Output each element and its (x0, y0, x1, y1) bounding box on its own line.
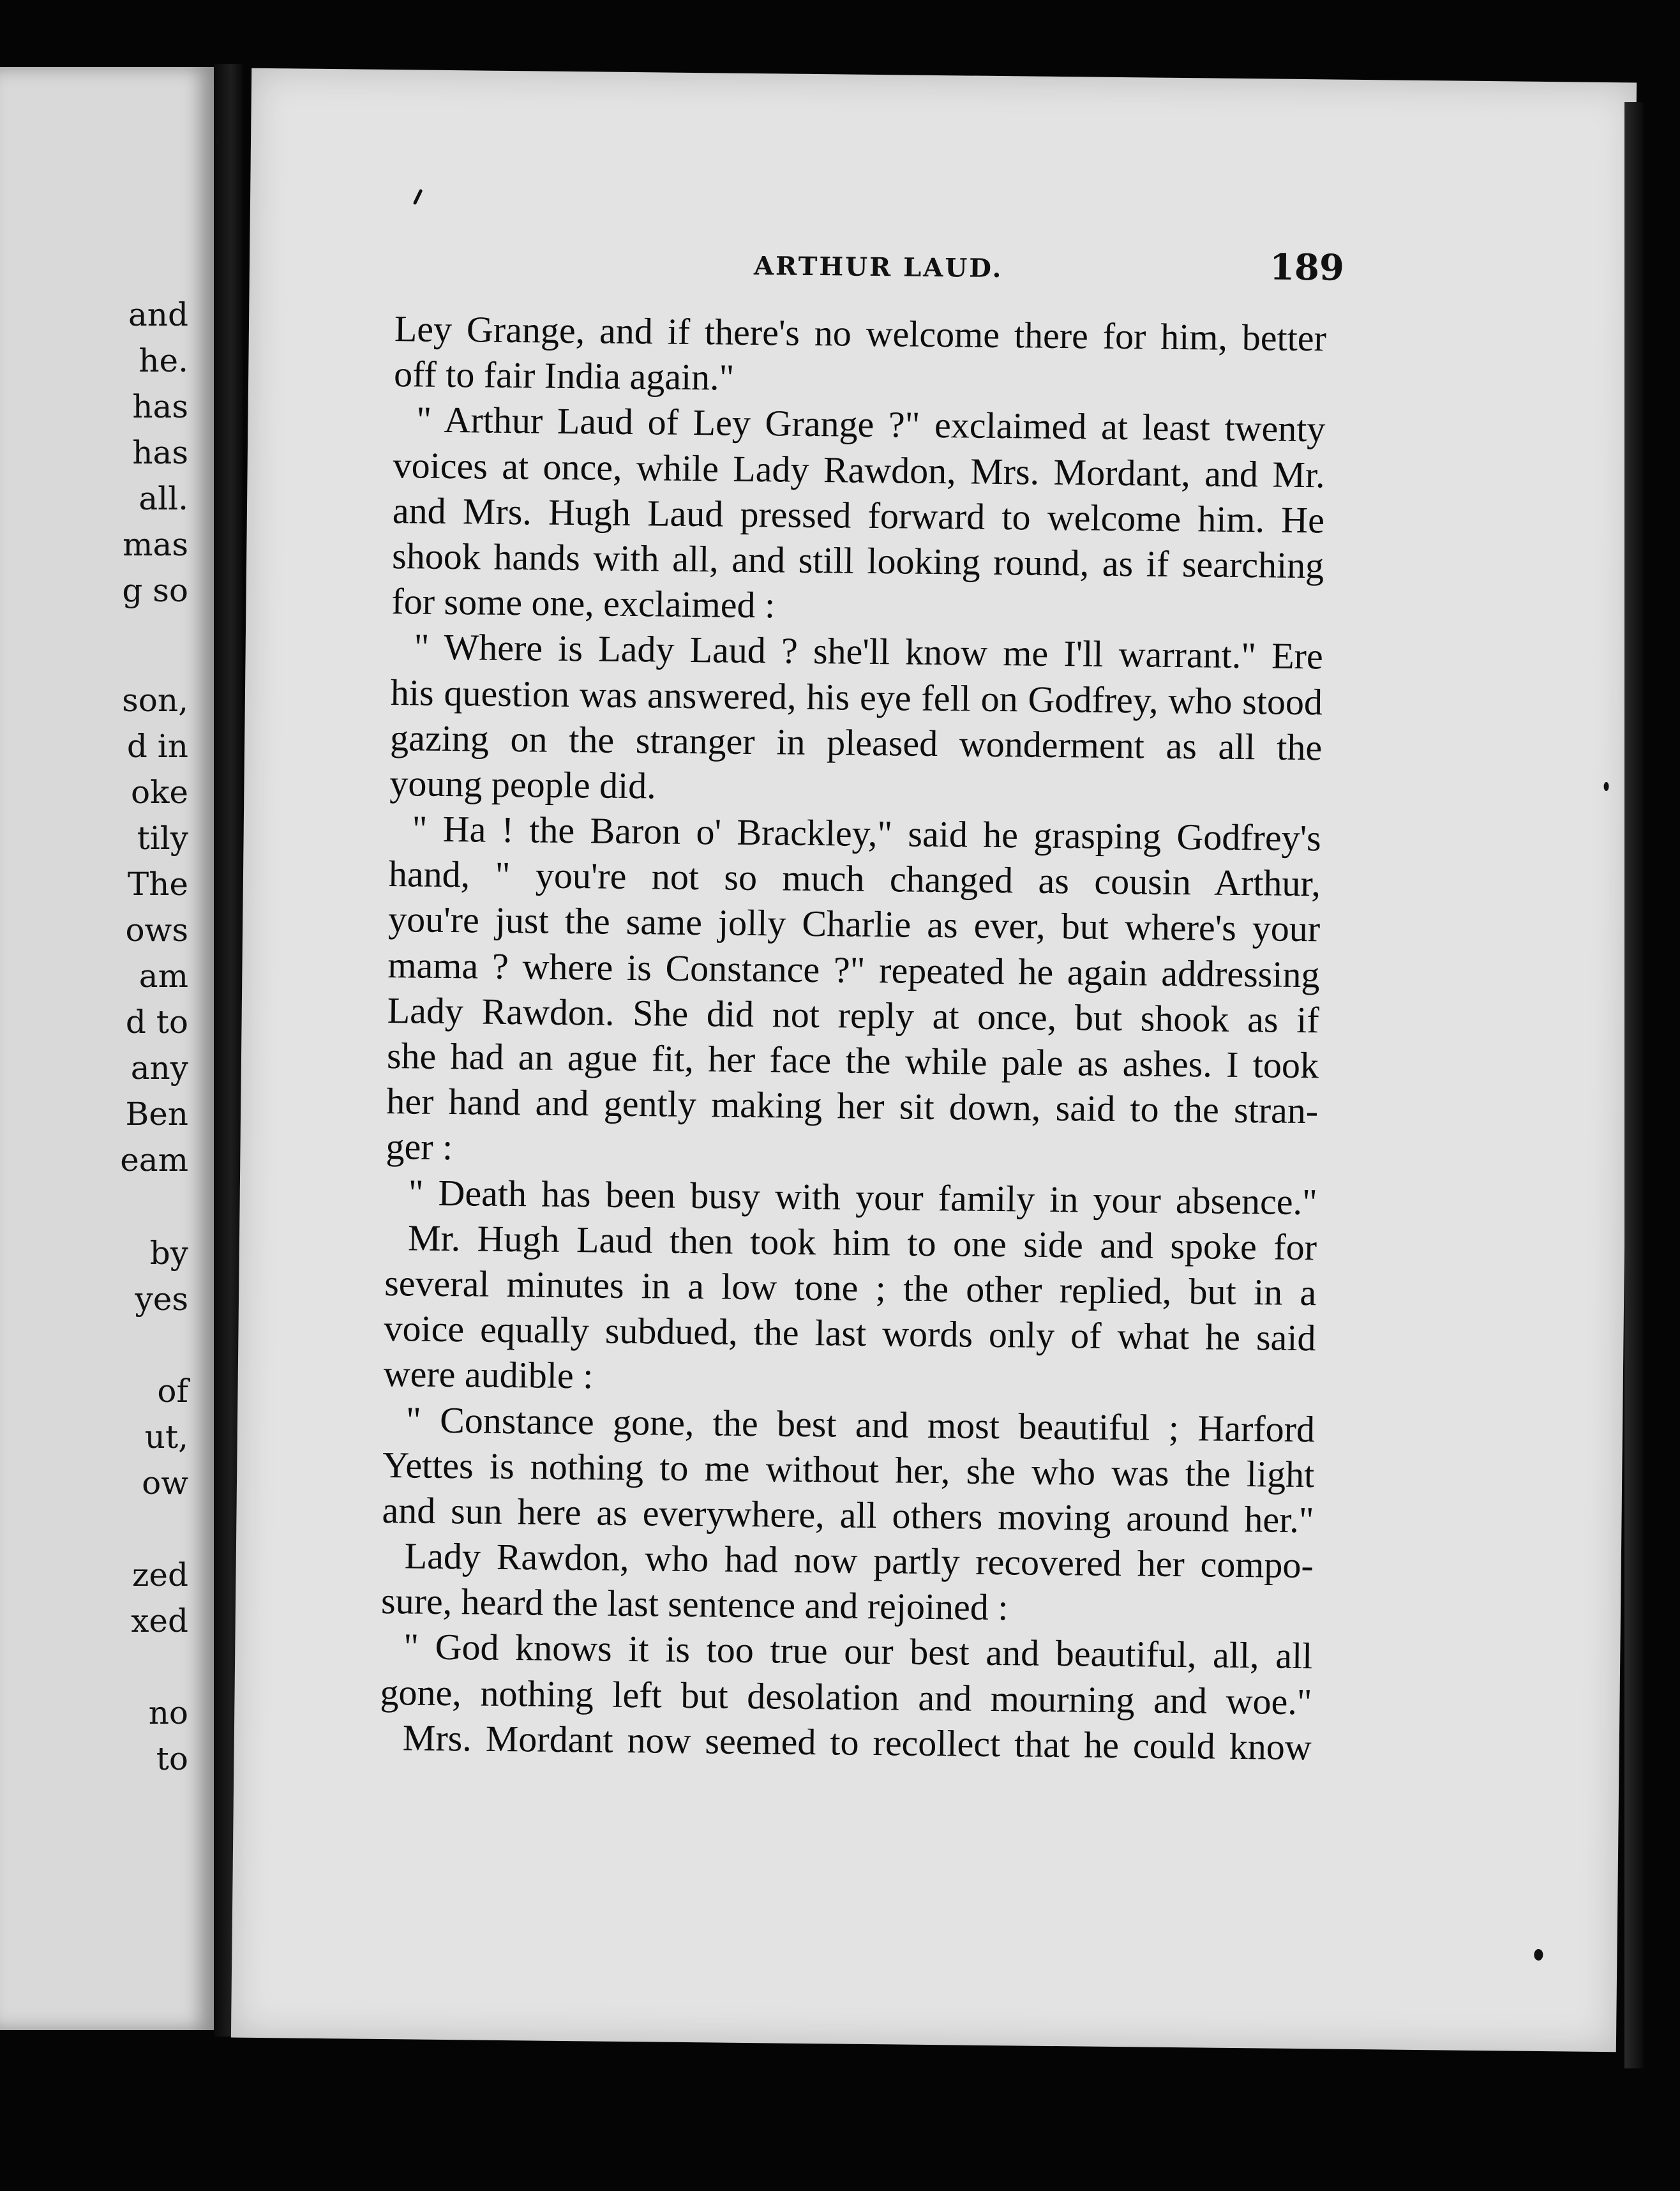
text-line: she had an ague fit, her face the while pale as ashes. I took (386, 1035, 1319, 1087)
left-page-line: mas (123, 526, 188, 563)
text-line: for some one, exclaimed : (391, 580, 776, 626)
text-line: gone, nothing left but desolation and mourning and woe." (380, 1671, 1312, 1722)
left-page-line: zed (132, 1556, 188, 1593)
left-page-line: oke (131, 774, 188, 811)
left-page-line: The (127, 866, 188, 903)
left-page-line: g so (122, 572, 188, 609)
left-page-line: ow (142, 1464, 188, 1502)
ink-speck (216, 137, 222, 146)
text-line: " God knows it is too true our best and beautiful, all, all (403, 1625, 1313, 1677)
text-line: " Where is Lady Laud ? she'll know me I'll warrant." Ere (414, 626, 1323, 677)
text-line: off to fair India again." (393, 353, 735, 398)
main-page (231, 68, 1637, 2052)
text-line: and Mrs. Hugh Laud pressed forward to welcome him. He (392, 489, 1325, 541)
text-line: Ley Grange, and if there's no welcome there for him, better (394, 308, 1327, 359)
left-page-line: am (139, 958, 188, 995)
text-line: you're just the same jolly Charlie as ever, but where's your (387, 898, 1321, 950)
left-page-line: of (157, 1373, 188, 1410)
text-line: were audible : (383, 1353, 594, 1397)
left-page-line: and (128, 296, 188, 333)
text-line: his question was answered, his eye fell on Godfrey, who stood (390, 671, 1323, 723)
text-line: young people did. (389, 762, 657, 807)
text-line: Mrs. Mordant now seemed to recollect that he could know (402, 1717, 1312, 1768)
text-line: " Constance gone, the best and most beautiful ; Harford (405, 1398, 1316, 1450)
text-line: Yettes is nothing to me without her, she who was the light (382, 1443, 1315, 1495)
left-page-line: has (132, 388, 188, 425)
text-line: gazing on the stranger in pleased wonderment as all the (389, 716, 1323, 769)
left-page-line: by (149, 1235, 188, 1272)
left-page-line: Ben (125, 1096, 188, 1133)
text-line: several minutes in a low tone ; the other replied, but in a (384, 1261, 1317, 1314)
text-line: " Arthur Laud of Ley Grange ?" exclaimed at least twenty (416, 398, 1326, 450)
ink-speck (1603, 782, 1609, 791)
text-line: shook hands with all, and still looking round, as if searching (391, 535, 1324, 587)
left-page-line: no (148, 1694, 188, 1731)
left-page-line: all. (139, 480, 188, 517)
left-page-line: any (130, 1050, 188, 1087)
body-text (379, 306, 1326, 1770)
text-line: Mr. Hugh Laud then took him to one side and spoke for (407, 1217, 1317, 1269)
left-page-line: son, (122, 682, 188, 719)
text-line: her hand and gently making her sit down, said to the stran- (386, 1080, 1319, 1132)
left-page-line: to (156, 1740, 188, 1777)
text-line: voice equally subdued, the last words only of what he said (384, 1307, 1316, 1359)
left-page-line: d in (126, 728, 188, 765)
left-page-line: he. (139, 342, 188, 379)
text-line: mama ? where is Constance ?" repeated he again addressing (387, 944, 1320, 995)
page-edge-shadow (1624, 102, 1644, 2068)
text-line: sure, heard the last sentence and rejoined : (380, 1580, 1009, 1629)
running-head: ARTHUR LAUD. (753, 250, 1003, 284)
text-line: " Death has been busy with your family in your absence." (408, 1171, 1318, 1223)
text-line: voices at once, while Lady Rawdon, Mrs. Mordant, and Mr. (393, 444, 1325, 495)
text-line: " Ha ! the Baron o' Brackley," said he grasping Godfrey's (412, 808, 1322, 859)
text-line: and sun here as everywhere, all others moving around her." (382, 1489, 1314, 1541)
text-line: ger : (386, 1126, 453, 1168)
left-page-line: d to (125, 1004, 188, 1041)
left-page-line: ut, (144, 1419, 188, 1456)
left-page-line: yes (135, 1281, 188, 1318)
page-number: 189 (1269, 246, 1345, 289)
ink-speck (1534, 1949, 1543, 1961)
text-line: Lady Rawdon. She did not reply at once, but shook as if (387, 989, 1320, 1041)
left-page-line: has (132, 434, 188, 471)
left-page-fragment (0, 67, 214, 2030)
left-page-line: ows (125, 912, 188, 949)
left-page-line: xed (131, 1602, 188, 1639)
left-page-line: tily (137, 820, 188, 857)
text-line: hand, " you're not so much changed as cousin Arthur, (388, 853, 1321, 905)
ink-speck (413, 189, 423, 206)
left-page-line: eam (120, 1141, 188, 1178)
text-line: Lady Rawdon, who had now partly recovered her compo- (404, 1535, 1314, 1586)
